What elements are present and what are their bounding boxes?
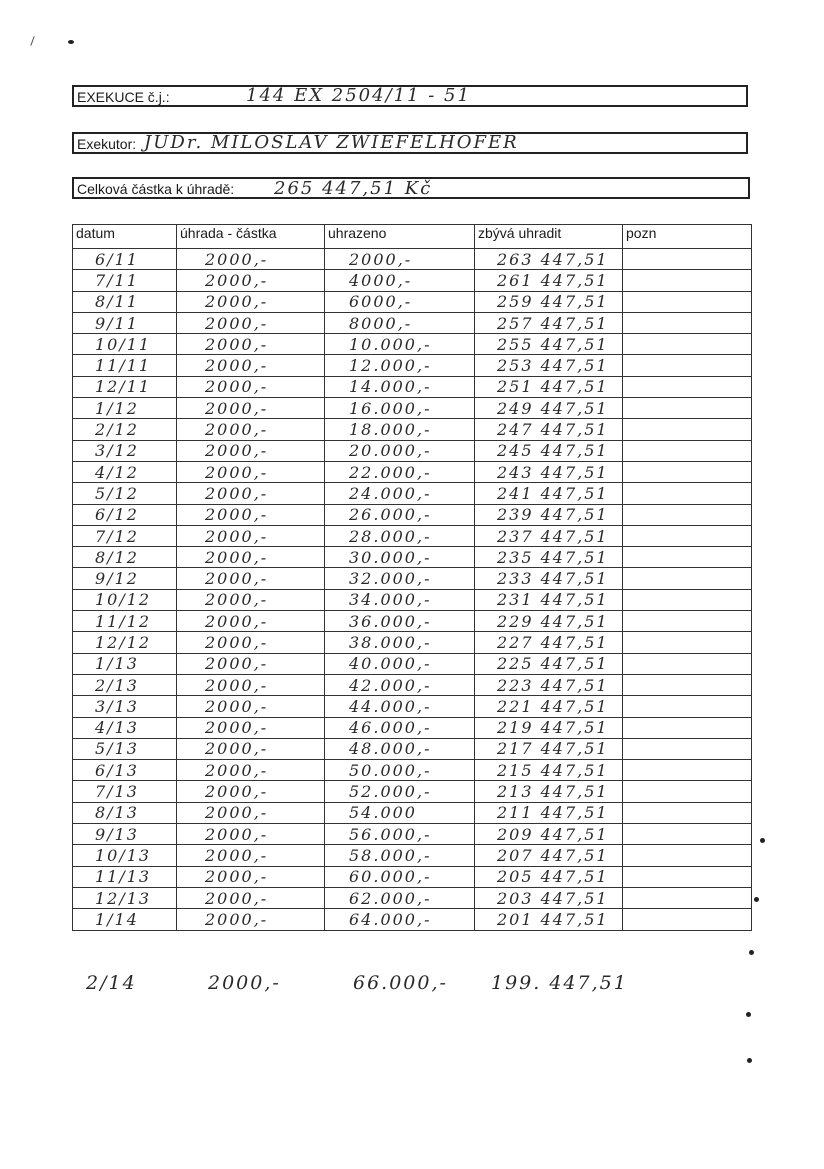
table-row xyxy=(73,887,752,908)
payment-cell: 2000,- xyxy=(177,249,325,270)
payment-cell: 2000,- xyxy=(177,376,325,397)
extra-paid-total: 66.000,- xyxy=(353,972,448,994)
payment-cell: 2000,- xyxy=(177,419,325,440)
table-row xyxy=(73,717,752,738)
date-cell: 2/13 xyxy=(73,674,177,695)
paid-total-cell: 38.000,- xyxy=(325,632,475,653)
table-header-row xyxy=(73,225,752,249)
date-cell: 8/12 xyxy=(73,547,177,568)
payment-cell: 2000,- xyxy=(177,653,325,674)
date-cell: 2/12 xyxy=(73,419,177,440)
extra-date: 2/14 xyxy=(86,972,137,994)
paid-total-cell: 12.000,- xyxy=(325,355,475,376)
payment-cell: 2000,- xyxy=(177,483,325,504)
paid-total-cell: 2000,- xyxy=(325,249,475,270)
table-row xyxy=(73,355,752,376)
paid-total-cell: 24.000,- xyxy=(325,483,475,504)
note-cell xyxy=(623,525,752,546)
remaining-cell: 221 447,51 xyxy=(475,696,623,717)
date-cell: 6/11 xyxy=(73,249,177,270)
payment-cell: 2000,- xyxy=(177,440,325,461)
date-cell: 11/13 xyxy=(73,866,177,887)
date-cell: 10/13 xyxy=(73,845,177,866)
payment-cell: 2000,- xyxy=(177,461,325,482)
paid-total-cell: 26.000,- xyxy=(325,504,475,525)
column-header: úhrada - částka xyxy=(177,225,325,249)
remaining-cell: 247 447,51 xyxy=(475,419,623,440)
remaining-cell: 261 447,51 xyxy=(475,270,623,291)
date-cell: 8/11 xyxy=(73,291,177,312)
table-row xyxy=(73,249,752,270)
payment-cell: 2000,- xyxy=(177,781,325,802)
paid-total-cell: 18.000,- xyxy=(325,419,475,440)
table-row xyxy=(73,632,752,653)
executor-field xyxy=(72,132,748,154)
table-row xyxy=(73,291,752,312)
date-cell: 6/13 xyxy=(73,760,177,781)
paid-total-cell: 32.000,- xyxy=(325,568,475,589)
remaining-cell: 241 447,51 xyxy=(475,483,623,504)
note-cell xyxy=(623,312,752,333)
scan-mark xyxy=(747,1058,752,1063)
remaining-cell: 227 447,51 xyxy=(475,632,623,653)
note-cell xyxy=(623,440,752,461)
remaining-cell: 201 447,51 xyxy=(475,909,623,930)
table-row xyxy=(73,909,752,930)
date-cell: 12/13 xyxy=(73,887,177,908)
table-row xyxy=(73,312,752,333)
remaining-cell: 233 447,51 xyxy=(475,568,623,589)
note-cell xyxy=(623,611,752,632)
case-number-value: 144 EX 2504/11 - 51 xyxy=(246,85,471,106)
paid-total-cell: 56.000,- xyxy=(325,824,475,845)
table-row xyxy=(73,483,752,504)
scan-mark xyxy=(749,950,754,955)
remaining-cell: 211 447,51 xyxy=(475,802,623,823)
remaining-cell: 249 447,51 xyxy=(475,398,623,419)
remaining-cell: 259 447,51 xyxy=(475,291,623,312)
payment-cell: 2000,- xyxy=(177,589,325,610)
note-cell xyxy=(623,291,752,312)
date-cell: 12/11 xyxy=(73,376,177,397)
handwritten-extra-row xyxy=(72,970,632,996)
note-cell xyxy=(623,376,752,397)
paid-total-cell: 62.000,- xyxy=(325,887,475,908)
table-row xyxy=(73,398,752,419)
table-row xyxy=(73,440,752,461)
note-cell xyxy=(623,696,752,717)
remaining-cell: 243 447,51 xyxy=(475,461,623,482)
extra-payment: 2000,- xyxy=(208,972,281,994)
note-cell xyxy=(623,270,752,291)
table-row xyxy=(73,760,752,781)
date-cell: 10/11 xyxy=(73,334,177,355)
paid-total-cell: 58.000,- xyxy=(325,845,475,866)
paid-total-cell: 48.000,- xyxy=(325,738,475,759)
paid-total-cell: 44.000,- xyxy=(325,696,475,717)
date-cell: 3/12 xyxy=(73,440,177,461)
date-cell: 3/13 xyxy=(73,696,177,717)
paid-total-cell: 6000,- xyxy=(325,291,475,312)
paid-total-cell: 34.000,- xyxy=(325,589,475,610)
table-row xyxy=(73,568,752,589)
case-number-field xyxy=(72,85,748,107)
date-cell: 1/13 xyxy=(73,653,177,674)
payment-cell: 2000,- xyxy=(177,568,325,589)
payment-cell: 2000,- xyxy=(177,674,325,695)
paid-total-cell: 20.000,- xyxy=(325,440,475,461)
scan-mark xyxy=(746,1012,751,1017)
note-cell xyxy=(623,887,752,908)
date-cell: 8/13 xyxy=(73,802,177,823)
table-row xyxy=(73,525,752,546)
remaining-cell: 253 447,51 xyxy=(475,355,623,376)
date-cell: 9/12 xyxy=(73,568,177,589)
table-row xyxy=(73,504,752,525)
table-row xyxy=(73,866,752,887)
note-cell xyxy=(623,717,752,738)
payment-cell: 2000,- xyxy=(177,355,325,376)
paid-total-cell: 46.000,- xyxy=(325,717,475,738)
paid-total-cell: 4000,- xyxy=(325,270,475,291)
scan-mark xyxy=(754,897,759,902)
paid-total-cell: 54.000 xyxy=(325,802,475,823)
date-cell: 10/12 xyxy=(73,589,177,610)
payment-cell: 2000,- xyxy=(177,547,325,568)
note-cell xyxy=(623,355,752,376)
column-header: pozn xyxy=(623,225,752,249)
note-cell xyxy=(623,398,752,419)
note-cell xyxy=(623,483,752,504)
date-cell: 1/12 xyxy=(73,398,177,419)
remaining-cell: 251 447,51 xyxy=(475,376,623,397)
table-row xyxy=(73,781,752,802)
paid-total-cell: 10.000,- xyxy=(325,334,475,355)
paid-total-cell: 30.000,- xyxy=(325,547,475,568)
note-cell xyxy=(623,547,752,568)
note-cell xyxy=(623,653,752,674)
total-amount-field xyxy=(72,177,750,199)
column-header: datum xyxy=(73,225,177,249)
note-cell xyxy=(623,674,752,695)
note-cell xyxy=(623,419,752,440)
date-cell: 5/13 xyxy=(73,738,177,759)
payment-cell: 2000,- xyxy=(177,760,325,781)
executor-label: Exekutor: xyxy=(77,136,137,152)
table-row xyxy=(73,824,752,845)
date-cell: 5/12 xyxy=(73,483,177,504)
payment-table xyxy=(72,224,752,931)
remaining-cell: 263 447,51 xyxy=(475,249,623,270)
column-header: zbývá uhradit xyxy=(475,225,623,249)
table-row xyxy=(73,611,752,632)
table-row xyxy=(73,419,752,440)
scan-mark xyxy=(760,838,765,843)
paid-total-cell: 28.000,- xyxy=(325,525,475,546)
date-cell: 4/12 xyxy=(73,461,177,482)
note-cell xyxy=(623,461,752,482)
note-cell xyxy=(623,866,752,887)
date-cell: 4/13 xyxy=(73,717,177,738)
remaining-cell: 235 447,51 xyxy=(475,547,623,568)
scan-mark xyxy=(30,36,34,46)
table-row xyxy=(73,270,752,291)
remaining-cell: 207 447,51 xyxy=(475,845,623,866)
remaining-cell: 205 447,51 xyxy=(475,866,623,887)
paid-total-cell: 8000,- xyxy=(325,312,475,333)
paid-total-cell: 50.000,- xyxy=(325,760,475,781)
payment-cell: 2000,- xyxy=(177,696,325,717)
paid-total-cell: 40.000,- xyxy=(325,653,475,674)
note-cell xyxy=(623,738,752,759)
payment-cell: 2000,- xyxy=(177,909,325,930)
date-cell: 11/12 xyxy=(73,611,177,632)
note-cell xyxy=(623,802,752,823)
payment-cell: 2000,- xyxy=(177,887,325,908)
remaining-cell: 255 447,51 xyxy=(475,334,623,355)
payment-cell: 2000,- xyxy=(177,504,325,525)
total-amount-value: 265 447,51 Kč xyxy=(274,178,433,199)
remaining-cell: 225 447,51 xyxy=(475,653,623,674)
date-cell: 12/12 xyxy=(73,632,177,653)
table-row xyxy=(73,653,752,674)
payment-cell: 2000,- xyxy=(177,312,325,333)
note-cell xyxy=(623,909,752,930)
table-row xyxy=(73,674,752,695)
note-cell xyxy=(623,824,752,845)
date-cell: 11/11 xyxy=(73,355,177,376)
payment-cell: 2000,- xyxy=(177,824,325,845)
payment-cell: 2000,- xyxy=(177,632,325,653)
executor-value: JUDr. MILOSLAV ZWIEFELHOFER xyxy=(144,132,519,153)
remaining-cell: 215 447,51 xyxy=(475,760,623,781)
table-row xyxy=(73,845,752,866)
table-row xyxy=(73,547,752,568)
date-cell: 9/11 xyxy=(73,312,177,333)
remaining-cell: 231 447,51 xyxy=(475,589,623,610)
remaining-cell: 245 447,51 xyxy=(475,440,623,461)
remaining-cell: 239 447,51 xyxy=(475,504,623,525)
note-cell xyxy=(623,845,752,866)
remaining-cell: 217 447,51 xyxy=(475,738,623,759)
payment-cell: 2000,- xyxy=(177,611,325,632)
payment-cell: 2000,- xyxy=(177,525,325,546)
note-cell xyxy=(623,589,752,610)
date-cell: 7/13 xyxy=(73,781,177,802)
note-cell xyxy=(623,334,752,355)
note-cell xyxy=(623,504,752,525)
note-cell xyxy=(623,760,752,781)
paid-total-cell: 22.000,- xyxy=(325,461,475,482)
paid-total-cell: 14.000,- xyxy=(325,376,475,397)
note-cell xyxy=(623,632,752,653)
scan-mark xyxy=(68,40,74,44)
paid-total-cell: 64.000,- xyxy=(325,909,475,930)
payment-cell: 2000,- xyxy=(177,334,325,355)
note-cell xyxy=(623,781,752,802)
date-cell: 6/12 xyxy=(73,504,177,525)
payment-cell: 2000,- xyxy=(177,291,325,312)
table-row xyxy=(73,696,752,717)
table-row xyxy=(73,461,752,482)
payment-cell: 2000,- xyxy=(177,398,325,419)
remaining-cell: 203 447,51 xyxy=(475,887,623,908)
extra-remaining: 199. 447,51 xyxy=(491,972,628,994)
date-cell: 1/14 xyxy=(73,909,177,930)
note-cell xyxy=(623,249,752,270)
remaining-cell: 229 447,51 xyxy=(475,611,623,632)
payment-cell: 2000,- xyxy=(177,738,325,759)
remaining-cell: 223 447,51 xyxy=(475,674,623,695)
table-row xyxy=(73,334,752,355)
remaining-cell: 213 447,51 xyxy=(475,781,623,802)
paid-total-cell: 60.000,- xyxy=(325,866,475,887)
payment-cell: 2000,- xyxy=(177,270,325,291)
date-cell: 9/13 xyxy=(73,824,177,845)
remaining-cell: 209 447,51 xyxy=(475,824,623,845)
remaining-cell: 237 447,51 xyxy=(475,525,623,546)
total-amount-label: Celková částka k úhradě: xyxy=(77,181,235,197)
date-cell: 7/11 xyxy=(73,270,177,291)
table-row xyxy=(73,802,752,823)
table-row xyxy=(73,589,752,610)
paid-total-cell: 36.000,- xyxy=(325,611,475,632)
payment-cell: 2000,- xyxy=(177,802,325,823)
remaining-cell: 219 447,51 xyxy=(475,717,623,738)
date-cell: 7/12 xyxy=(73,525,177,546)
paid-total-cell: 16.000,- xyxy=(325,398,475,419)
remaining-cell: 257 447,51 xyxy=(475,312,623,333)
payment-cell: 2000,- xyxy=(177,845,325,866)
note-cell xyxy=(623,568,752,589)
payment-cell: 2000,- xyxy=(177,866,325,887)
payment-cell: 2000,- xyxy=(177,717,325,738)
column-header: uhrazeno xyxy=(325,225,475,249)
table-row xyxy=(73,376,752,397)
paid-total-cell: 52.000,- xyxy=(325,781,475,802)
case-number-label: EXEKUCE č.j.: xyxy=(77,89,170,105)
table-row xyxy=(73,738,752,759)
paid-total-cell: 42.000,- xyxy=(325,674,475,695)
